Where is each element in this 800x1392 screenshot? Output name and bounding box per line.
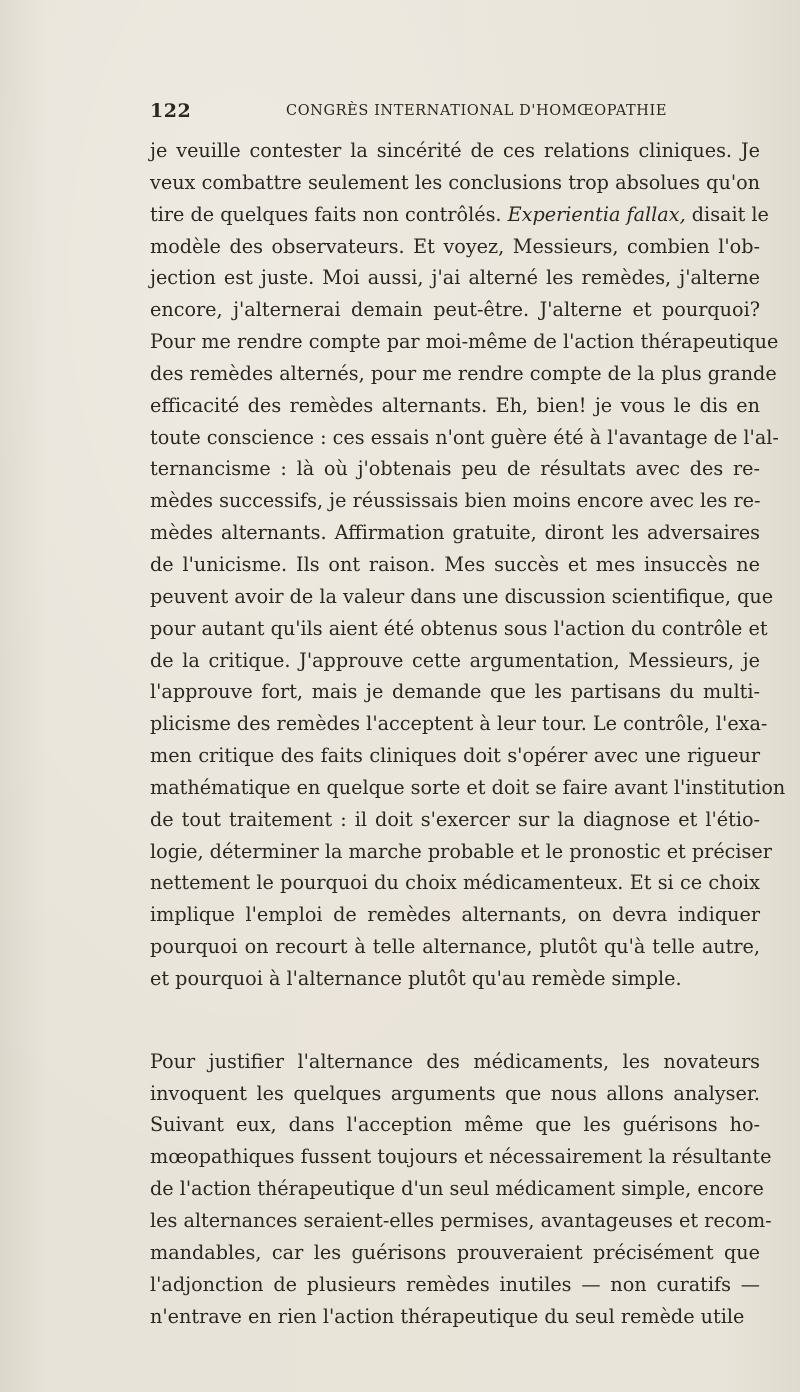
text-run: tire de quelques faits non contrôlés. [150,202,508,226]
page-number: 122 [150,100,192,122]
text-line: les alternances seraient-elles permises, avantageuses et recom- [150,1209,772,1232]
text-line: pourquoi on recourt à telle alternance, plutôt qu'à telle autre, [150,935,760,959]
body-text [150,135,786,1332]
text-line: efficacité des remèdes alternants. Eh, bien! je vous le dis en [150,393,760,417]
text-line: de l'unicisme. Ils ont raison. Mes succès et mes insuccès ne [150,552,760,576]
text-line: mathématique en quelque sorte et doit se faire avant l'institution [150,775,786,799]
text-line: pour autant qu'ils aient été obtenus sous l'action du contrôle et [150,616,768,640]
paragraph [150,135,786,995]
text-line: implique l'emploi de remèdes alternants, on devra indiquer [150,903,760,927]
text-line: mœopathiques fussent toujours et nécessairement la résultante [150,1145,772,1169]
text-line: invoquent les quelques arguments que nous allons analyser. [150,1081,760,1105]
text-line: mèdes alternants. Affirmation gratuite, diront les adversaires [150,521,760,545]
text-line: jection est juste. Moi aussi, j'ai alterné les remèdes, j'alterne [150,266,760,290]
paragraph-gap [150,995,760,1046]
running-head [150,100,760,126]
text-line: Pour justifier l'alternance des médicaments, les novateurs [150,1049,760,1073]
text-line: mandables, car les guérisons prouveraient précisément que [150,1240,760,1264]
text-line: n'entrave en rien l'action thérapeutique du seul remède utile [150,1304,745,1328]
text-line [150,199,769,231]
text-line: des remèdes alternés, pour me rendre compte de la plus grande [150,361,777,385]
text-line: et pourquoi à l'alternance plutôt qu'au remède simple. [150,966,682,990]
italic-phrase: Experientia fallax, [507,202,686,226]
text-line: encore, j'alternerai demain peut-être. J'alterne et pourquoi? [150,298,760,322]
text-line: modèle des observateurs. Et voyez, Messieurs, combien l'ob- [150,234,760,258]
text-line: l'approuve fort, mais je demande que les partisans du multi- [150,680,760,704]
text-line: de la critique. J'approuve cette argumentation, Messieurs, je [150,648,760,672]
text-line: men critique des faits cliniques doit s'opérer avec une rigueur [150,744,760,768]
text-line: mèdes successifs, je réussissais bien moins encore avec les re- [150,489,761,513]
text-line: logie, déterminer la marche probable et le pronostic et préciser [150,839,772,863]
text-line: de l'action thérapeutique d'un seul médicament simple, encore [150,1177,764,1201]
text-line: nettement le pourquoi du choix médicamenteux. Et si ce choix [150,871,760,895]
running-title: CONGRÈS INTERNATIONAL D'HOMŒOPATHIE [286,103,668,119]
text-line: Suivant eux, dans l'acception même que les guérisons ho- [150,1113,760,1137]
text-line: toute conscience : ces essais n'ont guère été à l'avantage de l'al- [150,425,779,449]
text-line: ternancisme : là où j'obtenais peu de résultats avec des re- [150,457,760,481]
text-line: veux combattre seulement les conclusions trop absolues qu'on [150,170,760,194]
text-line: plicisme des remèdes l'acceptent à leur tour. Le contrôle, l'exa- [150,712,768,736]
text-line: de tout traitement : il doit s'exercer sur la diagnose et l'étio- [150,807,760,831]
text-line: peuvent avoir de la valeur dans une discussion scientifique, que [150,584,774,608]
text-line: Pour me rendre compte par moi-même de l'action thérapeutique [150,330,779,354]
paragraph [150,1046,772,1333]
text-run: disait le [685,202,769,226]
text-line: je veuille contester la sincérité de ces relations cliniques. Je [150,139,760,162]
text-line: l'adjonction de plusieurs remèdes inutiles — non curatifs — [150,1272,760,1296]
